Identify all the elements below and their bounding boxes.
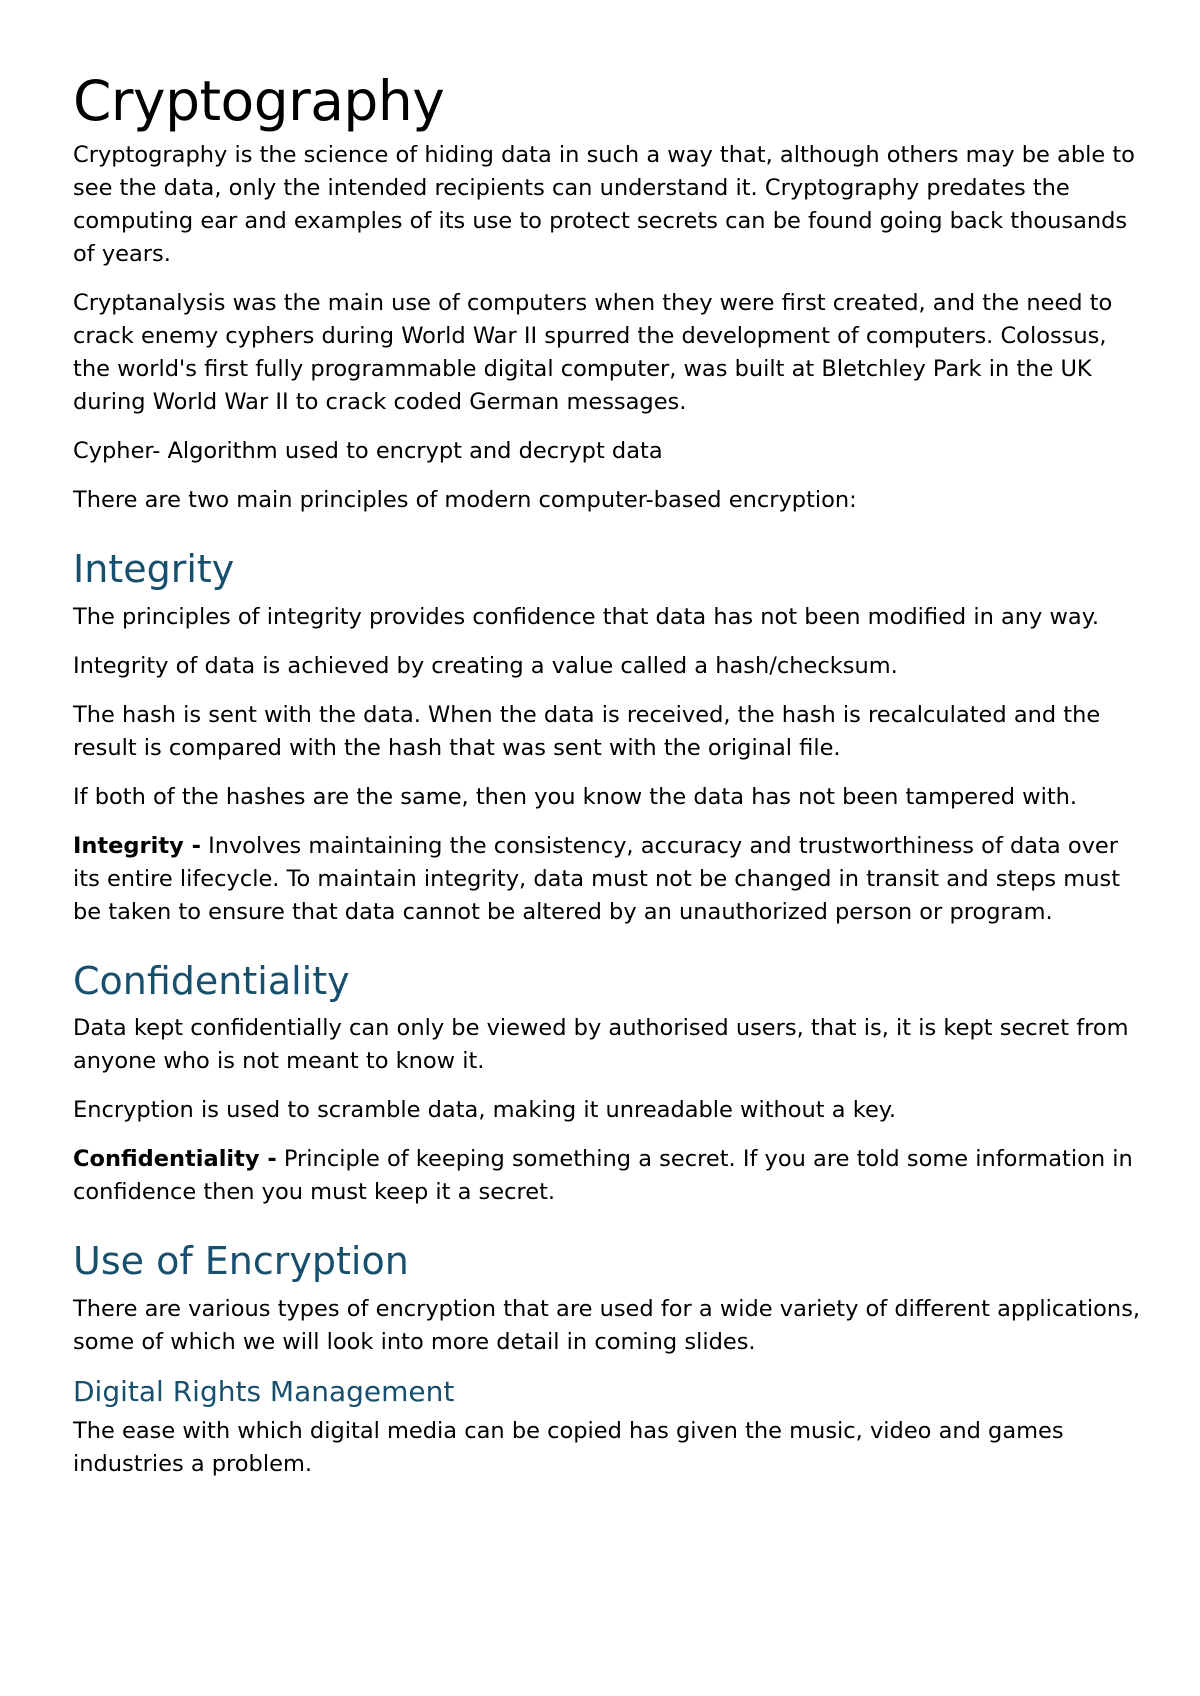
confidentiality-definition bbox=[73, 1143, 1143, 1209]
document-page bbox=[73, 70, 1143, 1497]
confidentiality-definition-text: Principle of keeping something a secret. If you are told some information in confidence then you must keep it a secret. bbox=[73, 1146, 1133, 1206]
use-of-encryption-paragraph: There are various types of encryption that are used for a wide variety of different applications, some of which we will look into more detail in coming slides. bbox=[73, 1296, 1141, 1356]
intro-paragraph: Cryptography is the science of hiding data in such a way that, although others may be able to see the data, only the intended recipients can understand it. Cryptography predates the computing ear and examples of its use to protect secrets can be found going back thousands of years. bbox=[73, 142, 1135, 268]
integrity-definition-text: Involves maintaining the consistency, accuracy and trustworthiness of data over its entire lifecycle. To maintain integrity, data must not be changed in transit and steps must be taken to ensure that data cannot be altered by an unauthorized person or program. bbox=[73, 832, 1121, 925]
integrity-paragraph: The principles of integrity provides confidence that data has not been modified in any way. bbox=[73, 603, 1099, 630]
drm-paragraph: The ease with which digital media can be copied has given the music, video and games industries a problem. bbox=[73, 1417, 1064, 1477]
integrity-paragraph: If both of the hashes are the same, then you know the data has not been tampered with. bbox=[73, 783, 1078, 810]
document-title: Cryptography bbox=[73, 69, 445, 133]
confidentiality-paragraph: Encryption is used to scramble data, making it unreadable without a key. bbox=[73, 1097, 897, 1124]
intro-paragraph: There are two main principles of modern computer-based encryption: bbox=[73, 487, 857, 514]
intro-paragraph: Cryptanalysis was the main use of computers when they were first created, and the need to crack enemy cyphers during World War II spurred the development of computers. Colossus, the world's first fully programmable digital computer, was built at Bletchley Park in the UK during World War II to crack coded German messages. bbox=[73, 290, 1113, 416]
confidentiality-heading: Confidentiality bbox=[73, 958, 350, 1003]
integrity-term: Integrity - bbox=[73, 832, 201, 859]
integrity-definition bbox=[73, 830, 1143, 929]
integrity-paragraph: The hash is sent with the data. When the data is received, the hash is recalculated and the result is compared with the hash that was sent with the original file. bbox=[73, 701, 1101, 761]
integrity-paragraph: Integrity of data is achieved by creating a value called a hash/checksum. bbox=[73, 652, 898, 679]
confidentiality-term: Confidentiality - bbox=[73, 1146, 277, 1173]
confidentiality-paragraph: Data kept confidentially can only be viewed by authorised users, that is, it is kept secret from anyone who is not meant to know it. bbox=[73, 1015, 1129, 1075]
use-of-encryption-heading: Use of Encryption bbox=[73, 1239, 409, 1284]
cypher-definition: Cypher- Algorithm used to encrypt and decrypt data bbox=[73, 438, 663, 465]
drm-heading: Digital Rights Management bbox=[73, 1375, 455, 1409]
integrity-heading: Integrity bbox=[73, 547, 235, 592]
